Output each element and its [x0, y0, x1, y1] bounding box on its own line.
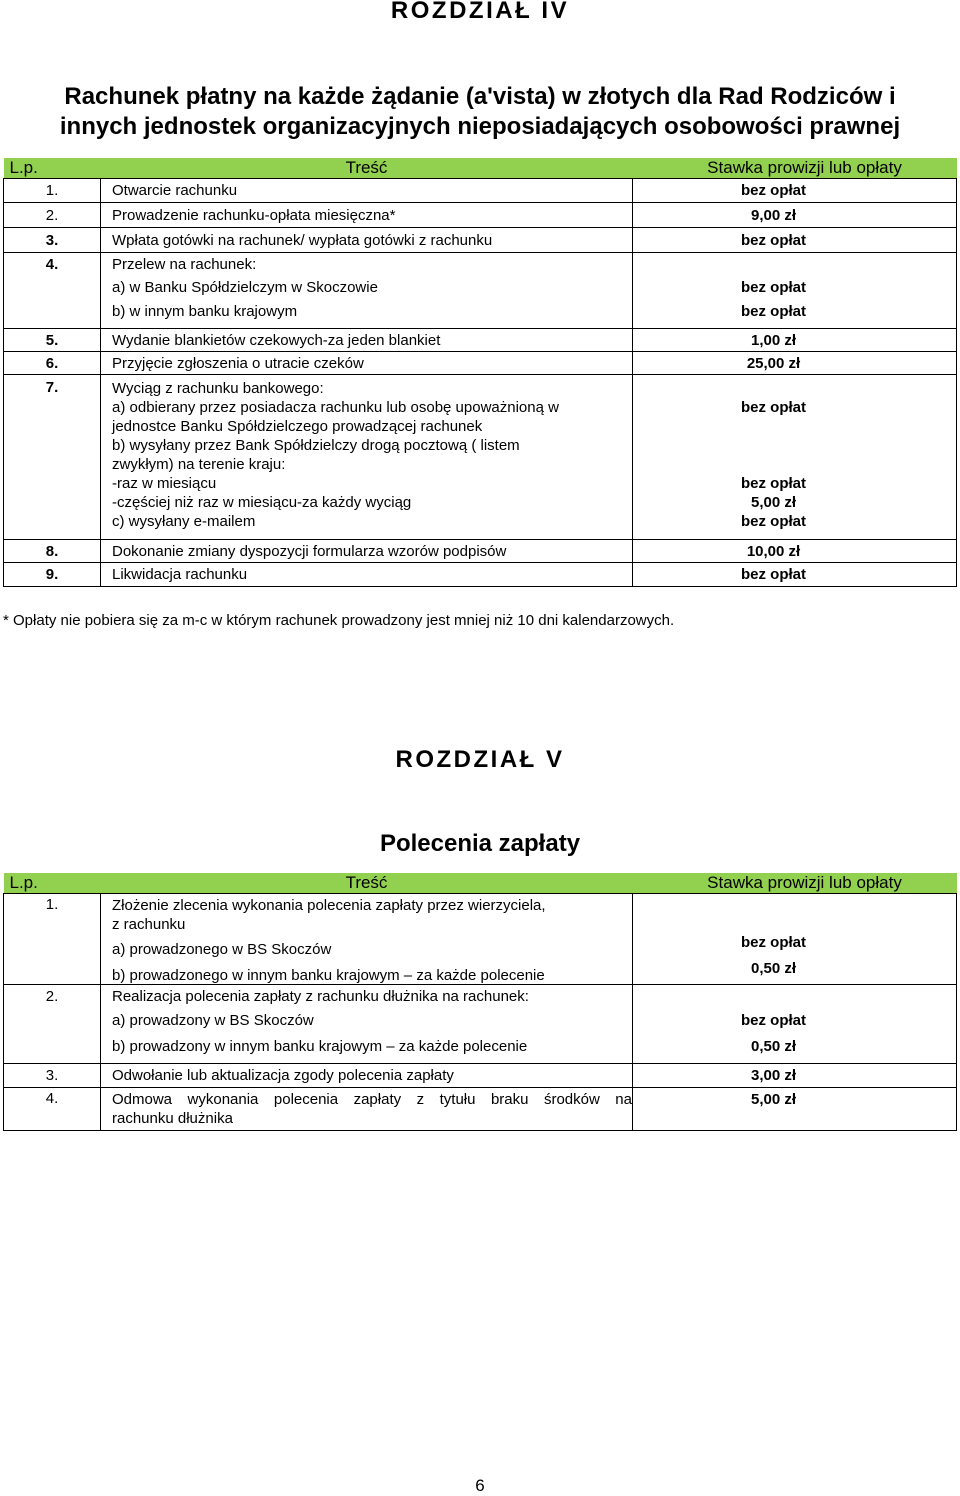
row-fee-a: bez opłat: [740, 399, 806, 416]
table-row: [4, 329, 957, 352]
row-lp: 2.: [4, 203, 101, 228]
row-lp: 1.: [4, 179, 101, 203]
row-fee-b: 0,50 zł: [750, 1038, 797, 1055]
table-header-row: [4, 158, 957, 179]
row-sub-a-line1: a) odbierany przez posiadacza rachunku lub osobę upoważnioną w: [112, 399, 559, 416]
row-fee: 9,00 zł: [633, 203, 957, 228]
section-title-line2: innych jednostek organizacyjnych nieposiadających osobowości prawnej: [59, 113, 901, 140]
chapter-heading: ROZDZIAŁ V: [395, 746, 565, 773]
row-text: Wydanie blankietów czekowych-za jeden blankiet: [101, 329, 633, 352]
chapter-heading: ROZDZIAŁ IV: [390, 0, 570, 24]
row-lp: 3.: [4, 1064, 101, 1088]
header-stawka: Stawka prowizji lub opłaty: [633, 158, 957, 179]
row-fee: bez opłat: [633, 179, 957, 203]
header-lp: L.p.: [4, 158, 101, 179]
table-row: [4, 1088, 957, 1131]
row-fee: [633, 375, 957, 540]
row-sub-b: b) prowadzony w innym banku krajowym – za każde polecenie: [112, 1038, 528, 1055]
row-text: Otwarcie rachunku: [101, 179, 633, 203]
row-fee: [633, 985, 957, 1064]
row-lp: 1.: [4, 894, 101, 985]
section-title: Polecenia zapłaty: [379, 830, 581, 857]
row-sub-b: b) w innym banku krajowym: [112, 303, 298, 320]
row-lp: 6.: [4, 352, 101, 375]
row-sub-b-line3: -raz w miesiącu: [112, 475, 217, 492]
row-lp: 4.: [4, 1088, 101, 1131]
row-fee: 10,00 zł: [633, 540, 957, 563]
row-main-text-line1: Odmowa wykonania polecenia zapłaty z tytułu braku środków na: [112, 1091, 632, 1108]
table-row: [4, 253, 957, 329]
row-sub-a-line2: jednostce Banku Spółdzielczego prowadzącej rachunek: [112, 418, 483, 435]
row-text: [101, 1088, 633, 1131]
table-row: [4, 375, 957, 540]
row-text: Przyjęcie zgłoszenia o utracie czeków: [101, 352, 633, 375]
row-text: Wpłata gotówki na rachunek/ wypłata gotówki z rachunku: [101, 228, 633, 253]
row-lp: 5.: [4, 329, 101, 352]
row-fee: [633, 253, 957, 329]
row-main-text-line2: z rachunku: [112, 916, 186, 933]
row-sub-b-line1: b) wysyłany przez Bank Spółdzielczy drogą pocztową ( listem: [112, 437, 520, 454]
row-fee-b3: bez opłat: [740, 475, 806, 492]
row-sub-b-line2: zwykłym) na terenie kraju:: [112, 456, 286, 473]
row-fee: bez opłat: [633, 228, 957, 253]
row-fee-b4: 5,00 zł: [750, 494, 797, 511]
row-sub-b: b) prowadzonego w innym banku krajowym – za każde polecenie: [112, 967, 545, 984]
table-row: [4, 179, 957, 203]
row-sub-c: c) wysyłany e-mailem: [112, 513, 256, 530]
row-text: Likwidacja rachunku: [101, 563, 633, 587]
row-main-text-line2: rachunku dłużnika: [112, 1110, 233, 1127]
row-text: [101, 375, 633, 540]
row-text: [101, 985, 633, 1064]
row-lp: 2.: [4, 985, 101, 1064]
section-title-line1: Rachunek płatny na każde żądanie (a'vista) w złotych dla Rad Rodziców i: [64, 83, 896, 110]
header-tresc: Treść: [101, 158, 633, 179]
row-main-text: Realizacja polecenia zapłaty z rachunku dłużnika na rachunek:: [112, 988, 529, 1005]
row-text: Dokonanie zmiany dyspozycji formularza wzorów podpisów: [101, 540, 633, 563]
header-tresc: Treść: [101, 873, 633, 894]
table-row: [4, 985, 957, 1064]
row-main-text: Wyciąg z rachunku bankowego:: [112, 380, 324, 397]
row-text: Prowadzenie rachunku-opłata miesięczna*: [101, 203, 633, 228]
row-lp: 9.: [4, 563, 101, 587]
row-lp: 3.: [4, 228, 101, 253]
section-title: [0, 82, 960, 142]
footnote: * Opłaty nie pobiera się za m-c w którym rachunek prowadzony jest mniej niż 10 dni kalendarzowych.: [3, 612, 675, 629]
row-text: [101, 253, 633, 329]
row-fee-a: bez opłat: [740, 279, 806, 296]
row-sub-a: a) prowadzonego w BS Skoczów: [112, 941, 332, 958]
table-row: [4, 352, 957, 375]
row-fee: 25,00 zł: [633, 352, 957, 375]
row-fee: [633, 894, 957, 985]
header-stawka: Stawka prowizji lub opłaty: [633, 873, 957, 894]
row-sub-a: a) prowadzony w BS Skoczów: [112, 1012, 314, 1029]
row-lp: 4.: [4, 253, 101, 329]
table-row: [4, 228, 957, 253]
row-fee: bez opłat: [633, 563, 957, 587]
row-fee-a: bez opłat: [740, 934, 806, 951]
row-lp: 8.: [4, 540, 101, 563]
row-fee: 5,00 zł: [633, 1088, 957, 1131]
row-sub-b-line4: -częściej niż raz w miesiącu-za każdy wyciąg: [112, 494, 412, 511]
table-row: [4, 1064, 957, 1088]
table-row: [4, 203, 957, 228]
row-main-text: Przelew na rachunek:: [112, 256, 257, 273]
fee-table-chapter5: [3, 873, 957, 1131]
page-number: 6: [475, 1476, 485, 1495]
row-fee-a: bez opłat: [740, 1012, 806, 1029]
table-header-row: [4, 873, 957, 894]
row-text: Odwołanie lub aktualizacja zgody polecenia zapłaty: [101, 1064, 633, 1088]
row-fee: 1,00 zł: [633, 329, 957, 352]
table-row: [4, 563, 957, 587]
header-lp: L.p.: [4, 873, 101, 894]
table-row: [4, 540, 957, 563]
row-fee: 3,00 zł: [633, 1064, 957, 1088]
row-sub-a: a) w Banku Spółdzielczym w Skoczowie: [112, 279, 378, 296]
table-row: [4, 894, 957, 985]
row-main-text-line1: Złożenie zlecenia wykonania polecenia zapłaty przez wierzyciela,: [112, 897, 546, 914]
row-lp: 7.: [4, 375, 101, 540]
row-fee-b: 0,50 zł: [750, 960, 797, 977]
fee-table-chapter4: [3, 158, 957, 587]
row-fee-b: bez opłat: [740, 303, 806, 320]
row-fee-c: bez opłat: [740, 513, 806, 530]
row-text: [101, 894, 633, 985]
